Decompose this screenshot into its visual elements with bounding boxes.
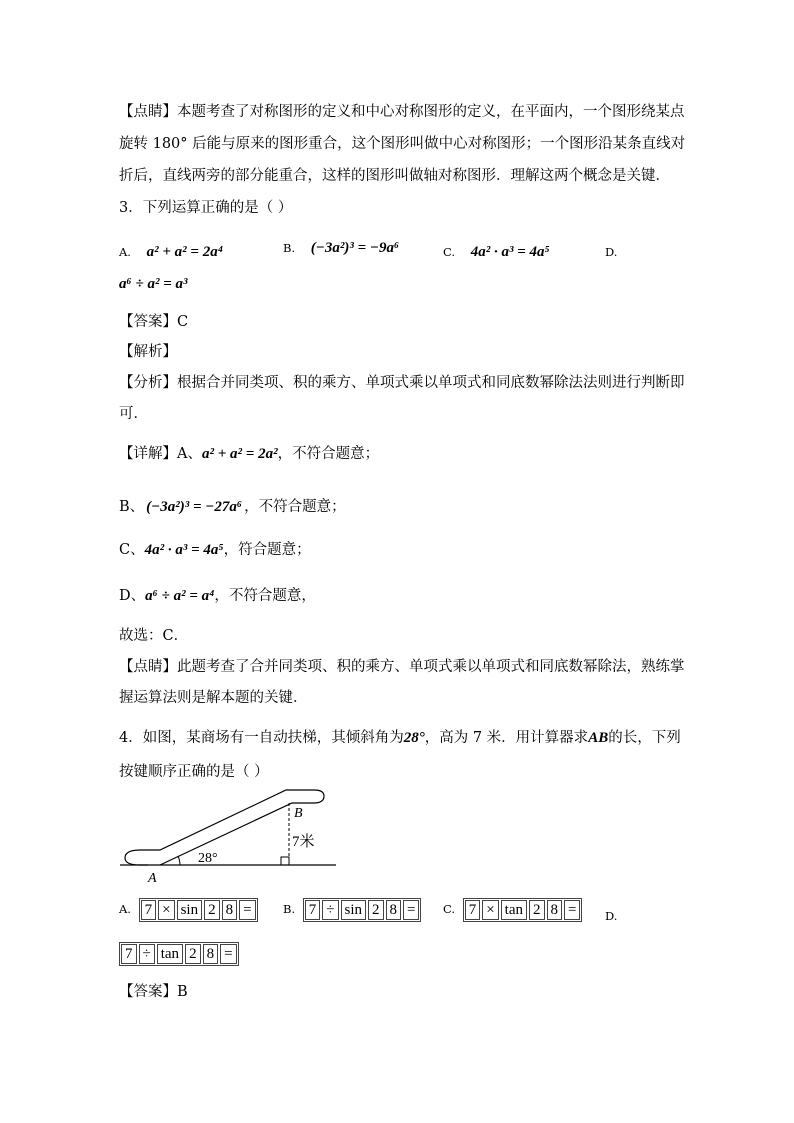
detail-d: D、a⁶ ÷ a² = a⁴，不符合题意， [119, 588, 316, 604]
option-d-formula: a⁶ ÷ a² = a³ [119, 276, 188, 292]
calculator-key: 8 [203, 944, 219, 964]
option-label: A. [119, 245, 131, 259]
calculator-key: 8 [547, 900, 563, 920]
key-sequence-c [463, 898, 583, 922]
key-sequence-a [139, 898, 258, 922]
conclusion: 故选：C． [119, 628, 189, 644]
calculator-key: = [403, 900, 419, 920]
escalator-figure [118, 784, 348, 884]
q3-option-a [119, 242, 223, 262]
calculator-key: ÷ [139, 944, 155, 964]
option-c-formula: 4a² · a³ = 4a⁵ [470, 244, 550, 260]
calculator-key: 2 [368, 900, 384, 920]
calculator-key: sin [341, 900, 367, 920]
calculator-key: 7 [465, 900, 481, 920]
calculator-key: 2 [529, 900, 545, 920]
calculator-key: = [220, 944, 236, 964]
question-4-stem: 4．如图，某商场有一自动扶梯，其倾斜角为28°，高为 7 米．用计算器求AB的长，下列 [119, 730, 681, 746]
calculator-key: tan [157, 944, 183, 964]
question-4-stem-line2: 按键顺序正确的是（ ） [119, 764, 269, 780]
option-label: C. [443, 245, 456, 259]
calculator-key: × [482, 900, 498, 920]
calculator-key: tan [501, 900, 527, 920]
calculator-key: sin [177, 900, 203, 920]
review-line: 【点睛】此题考查了合并同类项、积的乘方、单项式乘以单项式和同底数幂除法，熟练掌 [119, 659, 685, 675]
key-sequence-b [303, 898, 422, 922]
calculator-key: 2 [204, 900, 220, 920]
right-angle-marker [281, 857, 289, 865]
calculator-key: = [564, 900, 580, 920]
review-paragraph-line: 折后，直线两旁的部分能重合，这样的图形叫做轴对称图形．理解这两个概念是关键． [119, 168, 670, 184]
analysis-line: 【分析】根据合并同类项、积的乘方、单项式乘以单项式和同底数幂除法法则进行判断即 [119, 375, 685, 391]
calculator-key: 8 [222, 900, 238, 920]
analysis-heading: 【解析】 [119, 344, 177, 360]
analysis-line: 可． [119, 406, 148, 422]
q4-option-d-label: D. [605, 909, 618, 923]
option-label: B. [283, 241, 296, 255]
q3-option-c [443, 242, 550, 262]
calculator-key: 7 [141, 900, 157, 920]
calculator-key: ÷ [322, 900, 338, 920]
angle-arc [178, 856, 180, 865]
calculator-key: = [239, 900, 255, 920]
option-b-formula: (−3a²)³ = −9a⁶ [310, 240, 400, 256]
answer-q4: 【答案】B [119, 984, 188, 1000]
answer: 【答案】C [119, 314, 189, 330]
q4-option-b: B. 7 ÷ sin 2 8 = [283, 898, 421, 922]
q4-option-a: A. 7 × sin 2 8 = [119, 898, 258, 922]
label-a: A [148, 871, 157, 884]
escalator-outline [125, 790, 324, 865]
review-line: 握运算法则是解本题的关键． [119, 690, 308, 706]
calculator-key: 7 [121, 944, 137, 964]
detail-b: B、 (−3a²)³ = −27a⁶ ，不符合题意； [119, 499, 346, 515]
question-3-stem: 3．下列运算正确的是（ ） [119, 200, 293, 216]
detail-a: 【详解】A、a² + a² = 2a²，不符合题意； [119, 446, 380, 462]
review-paragraph-line: 【点睛】本题考查了对称图形的定义和中心对称图形的定义，在平面内，一个图形绕某点 [119, 104, 685, 120]
label-b: B [294, 806, 303, 821]
q4-option-d [119, 942, 239, 966]
q4-option-c: C. 7 × tan 2 8 = [443, 898, 582, 922]
height-label: 7米 [292, 834, 315, 850]
q3-option-b [283, 238, 399, 258]
angle-label: 28° [198, 851, 218, 866]
detail-c: C、4a² · a³ = 4a⁵，符合题意； [119, 542, 311, 558]
calculator-key: 8 [386, 900, 402, 920]
review-paragraph-line: 旋转 180° 后能与原来的图形重合，这个图形叫做中心对称图形；一个图形沿某条直线对 [119, 136, 686, 152]
key-sequence-d [119, 942, 239, 966]
option-a-formula: a² + a² = 2a⁴ [146, 244, 223, 260]
q3-option-d-label: D. [605, 245, 618, 259]
calculator-key: 2 [185, 944, 201, 964]
calculator-key: 7 [305, 900, 321, 920]
q3-option-d [119, 274, 188, 294]
calculator-key: × [158, 900, 174, 920]
